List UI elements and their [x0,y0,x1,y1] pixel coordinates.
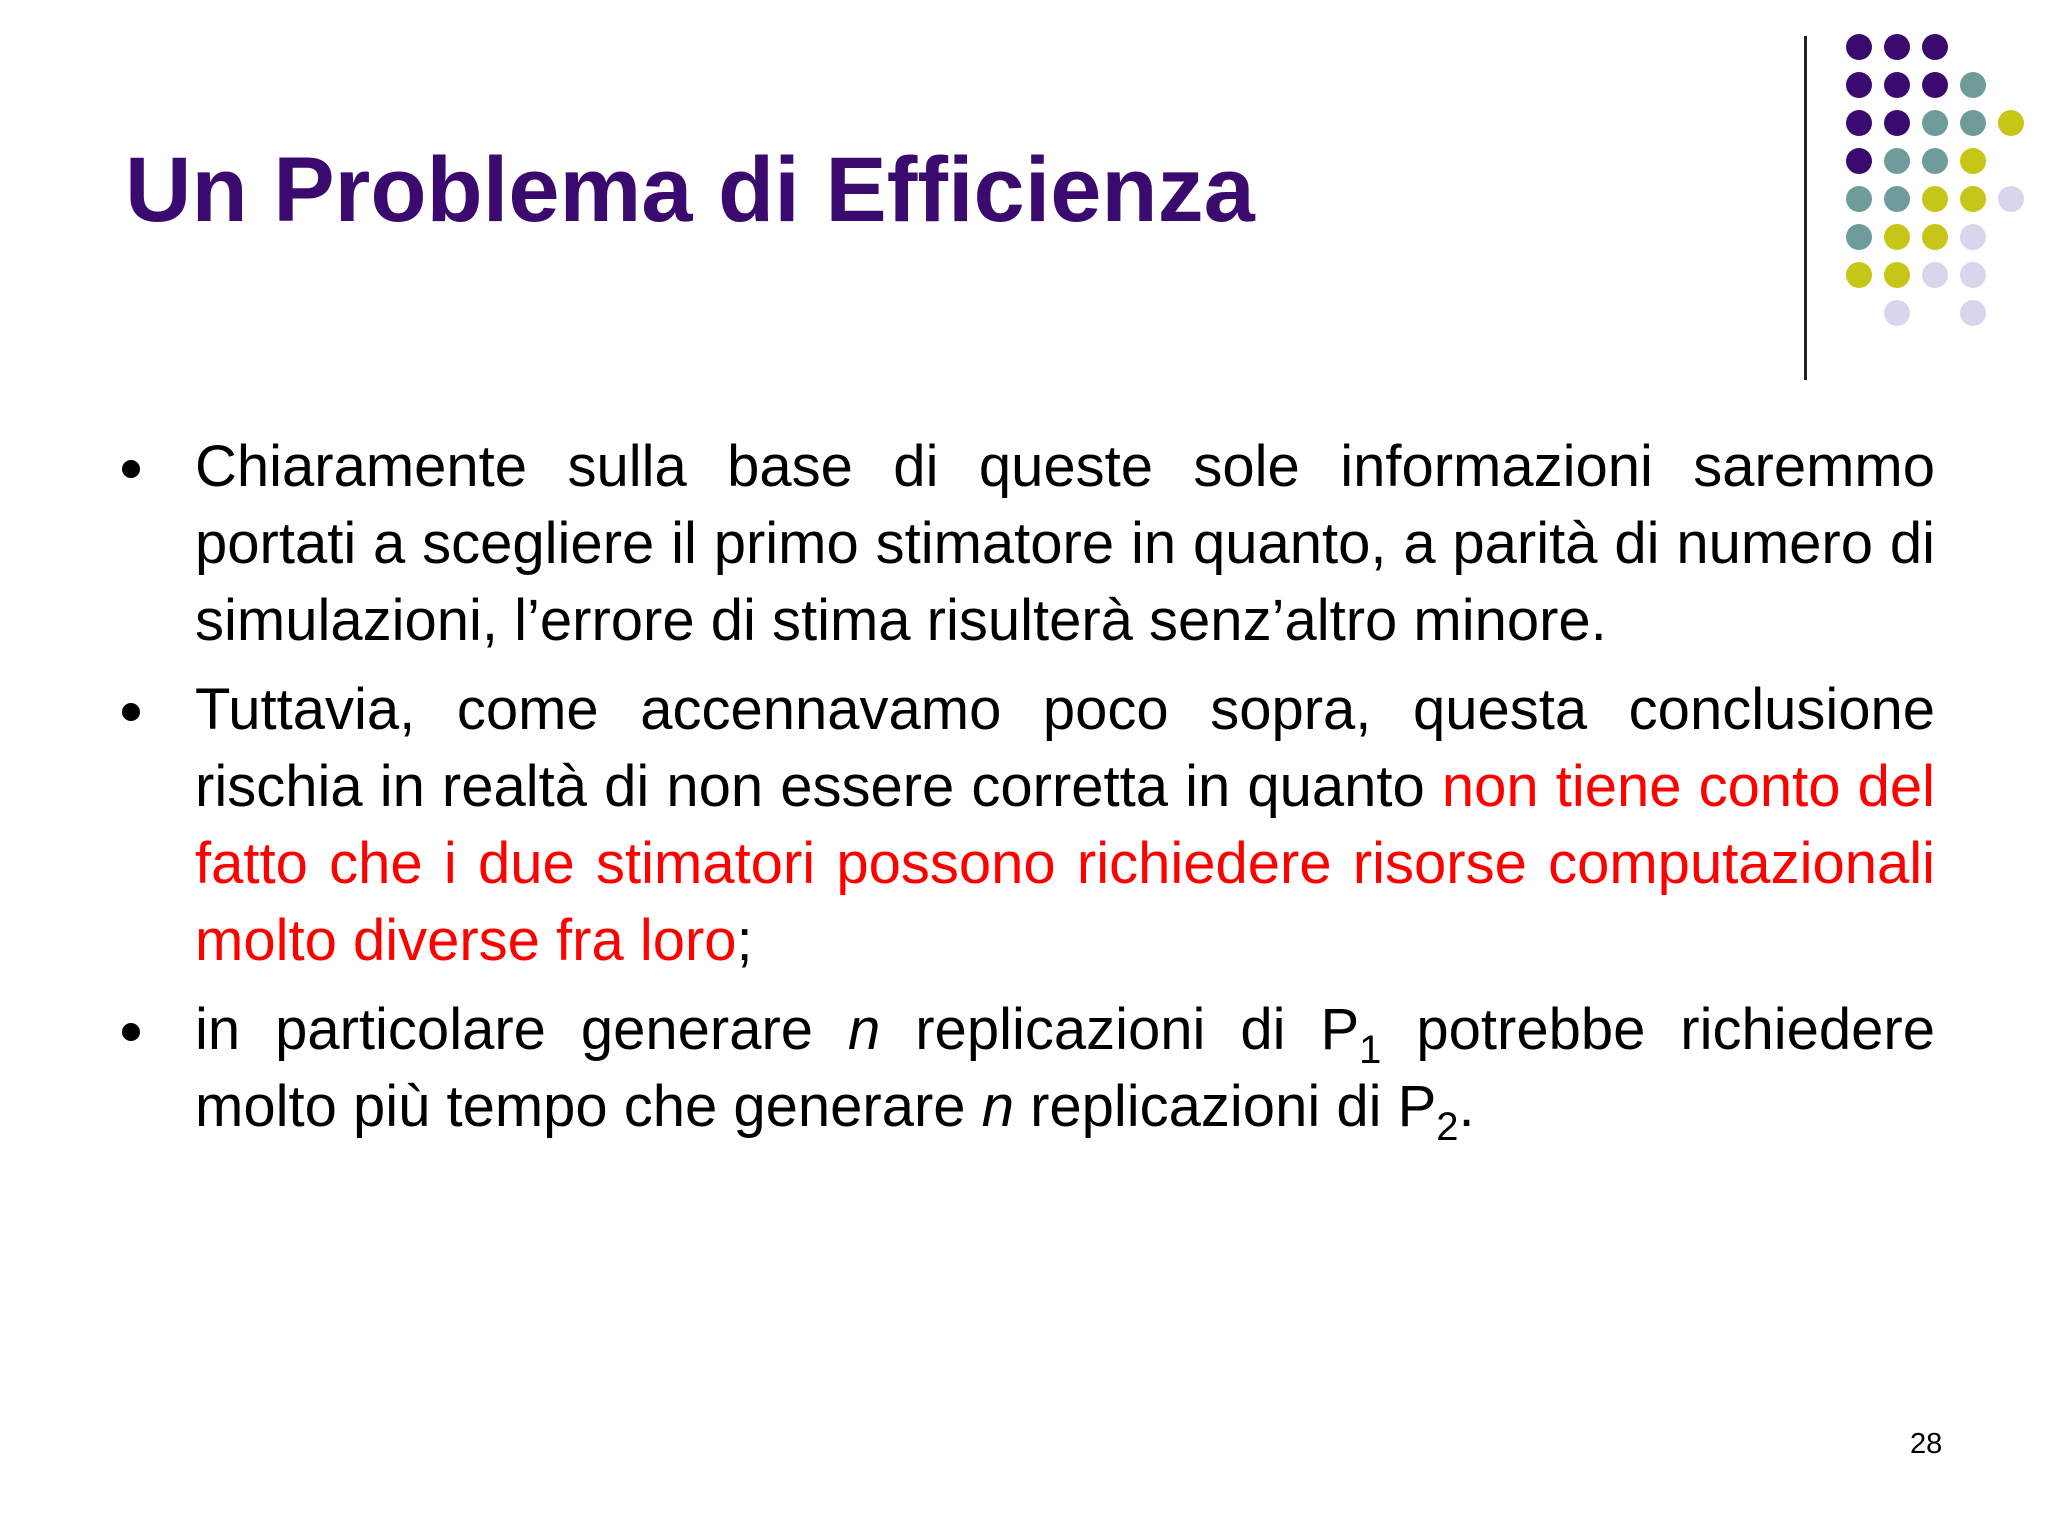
bullet-dot-icon [122,703,140,721]
decorative-dot [1884,224,1910,250]
decorative-dot [1846,224,1872,250]
bullet-dot-icon [122,1023,140,1041]
decorative-dot [1846,262,1872,288]
bullet-text: replicazioni di P [880,997,1360,1062]
bullet-item-1 [115,428,1935,659]
bullet-dot-icon [122,460,140,478]
decorative-dot [1884,72,1910,98]
decorative-dot [1884,262,1910,288]
bullet-item-2 [115,671,1935,979]
decorative-dot [1960,110,1986,136]
bullet-text: potrebbe richiedere molto più tempo che generare [195,997,1935,1139]
decorative-dot [1998,110,2024,136]
decorative-dot [1960,148,1986,174]
decorative-dot [1884,300,1910,326]
decorative-dot [1884,110,1910,136]
decorative-dot [1960,72,1986,98]
decorative-dot [1998,186,2024,212]
bullet-text: replicazioni di P [1013,1074,1437,1139]
bullet-text: in particolare generare [195,997,849,1062]
highlighted-text: non tiene conto del fatto che i due stimatori possono richiedere risorse computazionali molto diverse fra loro [195,754,1935,973]
bullet-text: Chiaramente sulla base di queste sole informazioni saremmo portati a scegliere il primo stimatore in quanto, a parità di numero di simulazioni, l’errore di stima risulterà senz’altro minore. [195,434,1935,653]
variable-n: n [981,1074,1014,1139]
decorative-dot [1922,34,1948,60]
bullet-item-3 [115,991,1935,1149]
decorative-dot [1846,72,1872,98]
decorative-dot [1884,148,1910,174]
decorative-dot [1846,148,1872,174]
decorative-dot [1922,72,1948,98]
decorative-dot [1960,224,1986,250]
bullet-list [115,428,1935,1157]
decorative-dot [1922,148,1948,174]
decorative-dot [1922,224,1948,250]
subscript: 1 [1359,1028,1382,1072]
decorative-dot [1922,186,1948,212]
bullet-text: Tuttavia, come accennavamo poco sopra, questa conclusione rischia in realtà di non essere corretta in quanto [195,677,1935,819]
decorative-dot [1846,186,1872,212]
decorative-dot [1960,300,1986,326]
bullet-text-end: ; [736,908,753,973]
decorative-dot [1960,186,1986,212]
subscript: 2 [1436,1105,1459,1149]
decorative-dot [1922,262,1948,288]
decorative-dot [1922,110,1948,136]
page-number: 28 [1910,1428,1943,1460]
vertical-divider [1804,36,1807,380]
slide-title: Un Problema di Efficienza [125,139,1255,241]
decorative-dot [1846,34,1872,60]
decorative-dot [1884,34,1910,60]
decorative-dot [1960,262,1986,288]
decorative-dot [1884,186,1910,212]
bullet-text: . [1458,1074,1475,1139]
decorative-dot [1846,110,1872,136]
variable-n: n [848,997,881,1062]
